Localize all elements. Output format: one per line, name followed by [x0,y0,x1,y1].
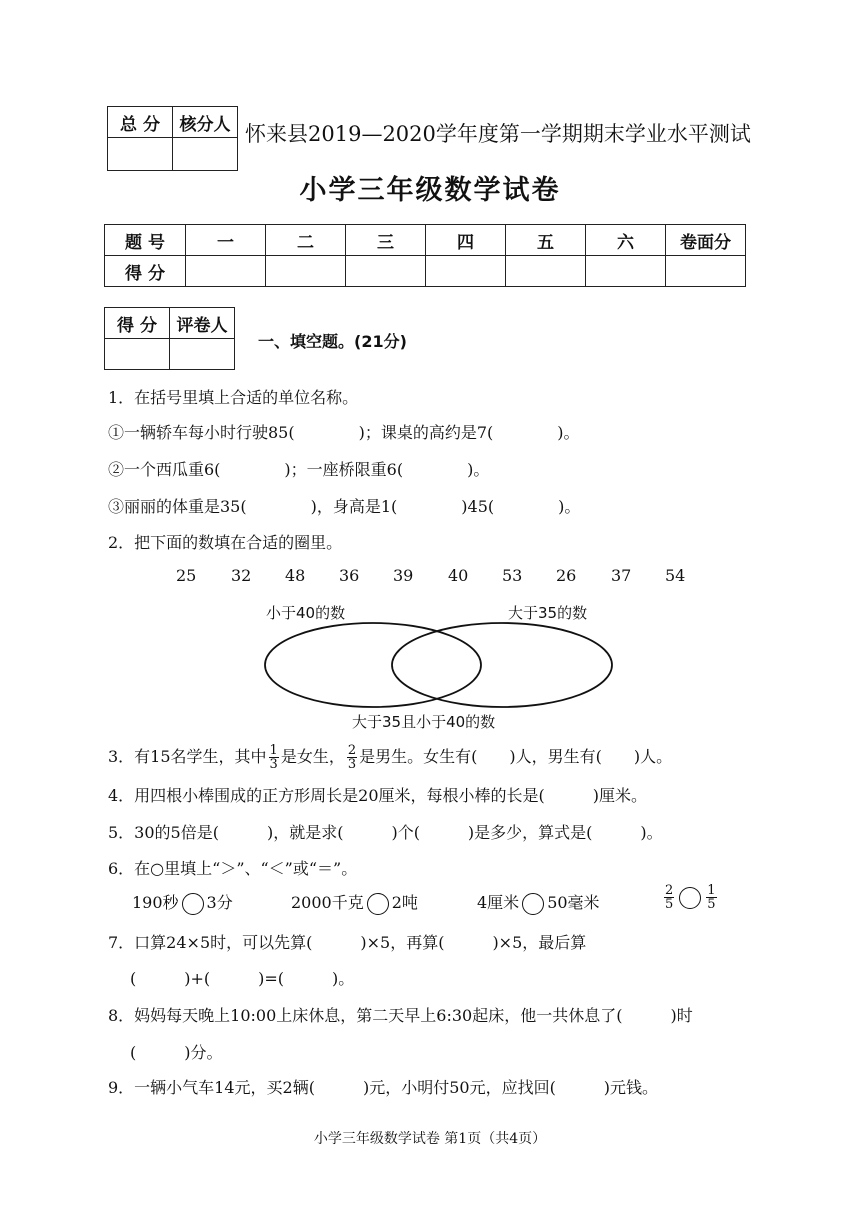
compare-left: 190秒 [132,893,179,912]
q6-compare-1 [132,890,233,915]
page-footer: 小学三年级数学试卷 第1页（共4页） [313,1131,547,1147]
frac-denominator: 3 [347,757,357,772]
number-item: 25 [176,566,197,585]
compare-right: 2吨 [391,893,418,912]
checker-cell[interactable] [173,138,238,171]
score-cell[interactable] [506,256,586,287]
number-item: 54 [665,566,686,585]
grader-box [104,307,235,370]
paper-subtitle: 小学三年级数学试卷 [299,175,561,206]
q3-fraction-two-thirds [347,744,357,771]
grader-label: 评卷人 [170,308,235,339]
q3-text [108,744,672,771]
checker-label: 核分人 [173,107,238,138]
compare-left: 2000千克 [291,893,364,912]
compare-left: 4厘米 [477,893,520,912]
frac-denominator: 3 [269,757,278,772]
venn-diagram [260,618,620,712]
score-table [104,224,746,287]
score-cell[interactable] [666,256,746,287]
compare-circle[interactable] [679,887,701,909]
score-cell[interactable] [426,256,506,287]
number-item: 32 [231,566,252,585]
q1-part-b: ②一个西瓜重6( )；一座桥限重6( )。 [108,460,490,479]
col-neatness: 卷面分 [666,225,746,256]
compare-right: 3分 [206,893,233,912]
number-item: 26 [556,566,577,585]
q1-part-c: ③丽丽的体重是35( )，身高是1( )45( )。 [108,497,581,516]
compare-circle[interactable] [367,893,389,915]
q2-stem: 2．把下面的数填在合适的圈里。 [108,533,343,552]
score-row-label: 得 分 [105,256,186,287]
number-item: 37 [611,566,632,585]
section-score-label: 得 分 [105,308,170,339]
q8-line2: ( )分。 [130,1043,223,1062]
col-2: 二 [266,225,346,256]
frac-numerator: 2 [665,883,674,898]
compare-circle[interactable] [182,893,204,915]
q8-line1: 8．妈妈每天晚上10:00上床休息，第二天早上6:30起床，他一共休息了( )时 [108,1006,693,1025]
col-6: 六 [586,225,666,256]
venn-middle-label: 大于35且小于40的数 [352,713,496,731]
score-cell[interactable] [346,256,426,287]
q3-part3: 是男生。女生有( )人，男生有( )人。 [359,747,673,766]
frac-numerator: 1 [269,743,278,758]
q6-compare-2 [291,890,418,915]
q6-compare-3 [477,890,600,915]
q4-text: 4．用四根小棒围成的正方形周长是20厘米，每根小棒的长是( )厘米。 [108,786,648,805]
compare-right-fraction [706,884,716,911]
frac-denominator: 5 [665,897,674,912]
q9-text: 9．一辆小气车14元，买2辆( )元，小明付50元，应找回( )元钱。 [108,1078,659,1097]
compare-circle[interactable] [522,893,544,915]
total-score-label: 总 分 [108,107,173,138]
exam-title: 怀来县2019—2020学年度第一学期期末学业水平测试 [245,122,751,146]
compare-left-fraction [664,884,674,911]
col-5: 五 [506,225,586,256]
grader-cell[interactable] [170,339,235,370]
total-score-box [107,106,238,171]
frac-numerator: 2 [347,743,357,758]
q6-compare-4 [662,884,719,911]
col-1: 一 [186,225,266,256]
score-cell[interactable] [586,256,666,287]
score-cell[interactable] [186,256,266,287]
question-number-label: 题 号 [105,225,186,256]
frac-denominator: 5 [707,897,716,912]
number-item: 40 [448,566,469,585]
q3-fraction-one-third [269,744,279,771]
q3-part1: 3．有15名学生，其中 [108,747,267,766]
venn-left-circle[interactable] [265,623,481,707]
col-3: 三 [346,225,426,256]
q7-line1: 7．口算24×5时，可以先算( )×5，再算( )×5，最后算 [108,933,587,952]
q3-part2: 是女生， [280,747,345,766]
venn-right-label: 大于35的数 [508,604,588,622]
section-title: 一、填空题。(21分) [258,332,407,351]
q7-line2: ( )+( )=( )。 [130,969,355,988]
venn-right-circle[interactable] [392,623,612,707]
number-item: 36 [339,566,360,585]
q1-part-a: ①一辆轿车每小时行驶85( )；课桌的高约是7( )。 [108,423,580,442]
venn-left-label: 小于40的数 [266,604,346,622]
number-item: 53 [502,566,523,585]
q6-stem: 6．在○里填上“＞”、“＜”或“＝”。 [108,859,358,878]
q5-text: 5．30的5倍是( )，就是求( )个( )是多少，算式是( )。 [108,823,663,842]
col-4: 四 [426,225,506,256]
total-score-cell[interactable] [108,138,173,171]
number-item: 39 [393,566,414,585]
compare-right: 50毫米 [547,893,600,912]
number-item: 48 [285,566,306,585]
section-score-cell[interactable] [105,339,170,370]
q1-stem: 1．在括号里填上合适的单位名称。 [108,388,359,407]
frac-numerator: 1 [707,883,716,898]
score-cell[interactable] [266,256,346,287]
